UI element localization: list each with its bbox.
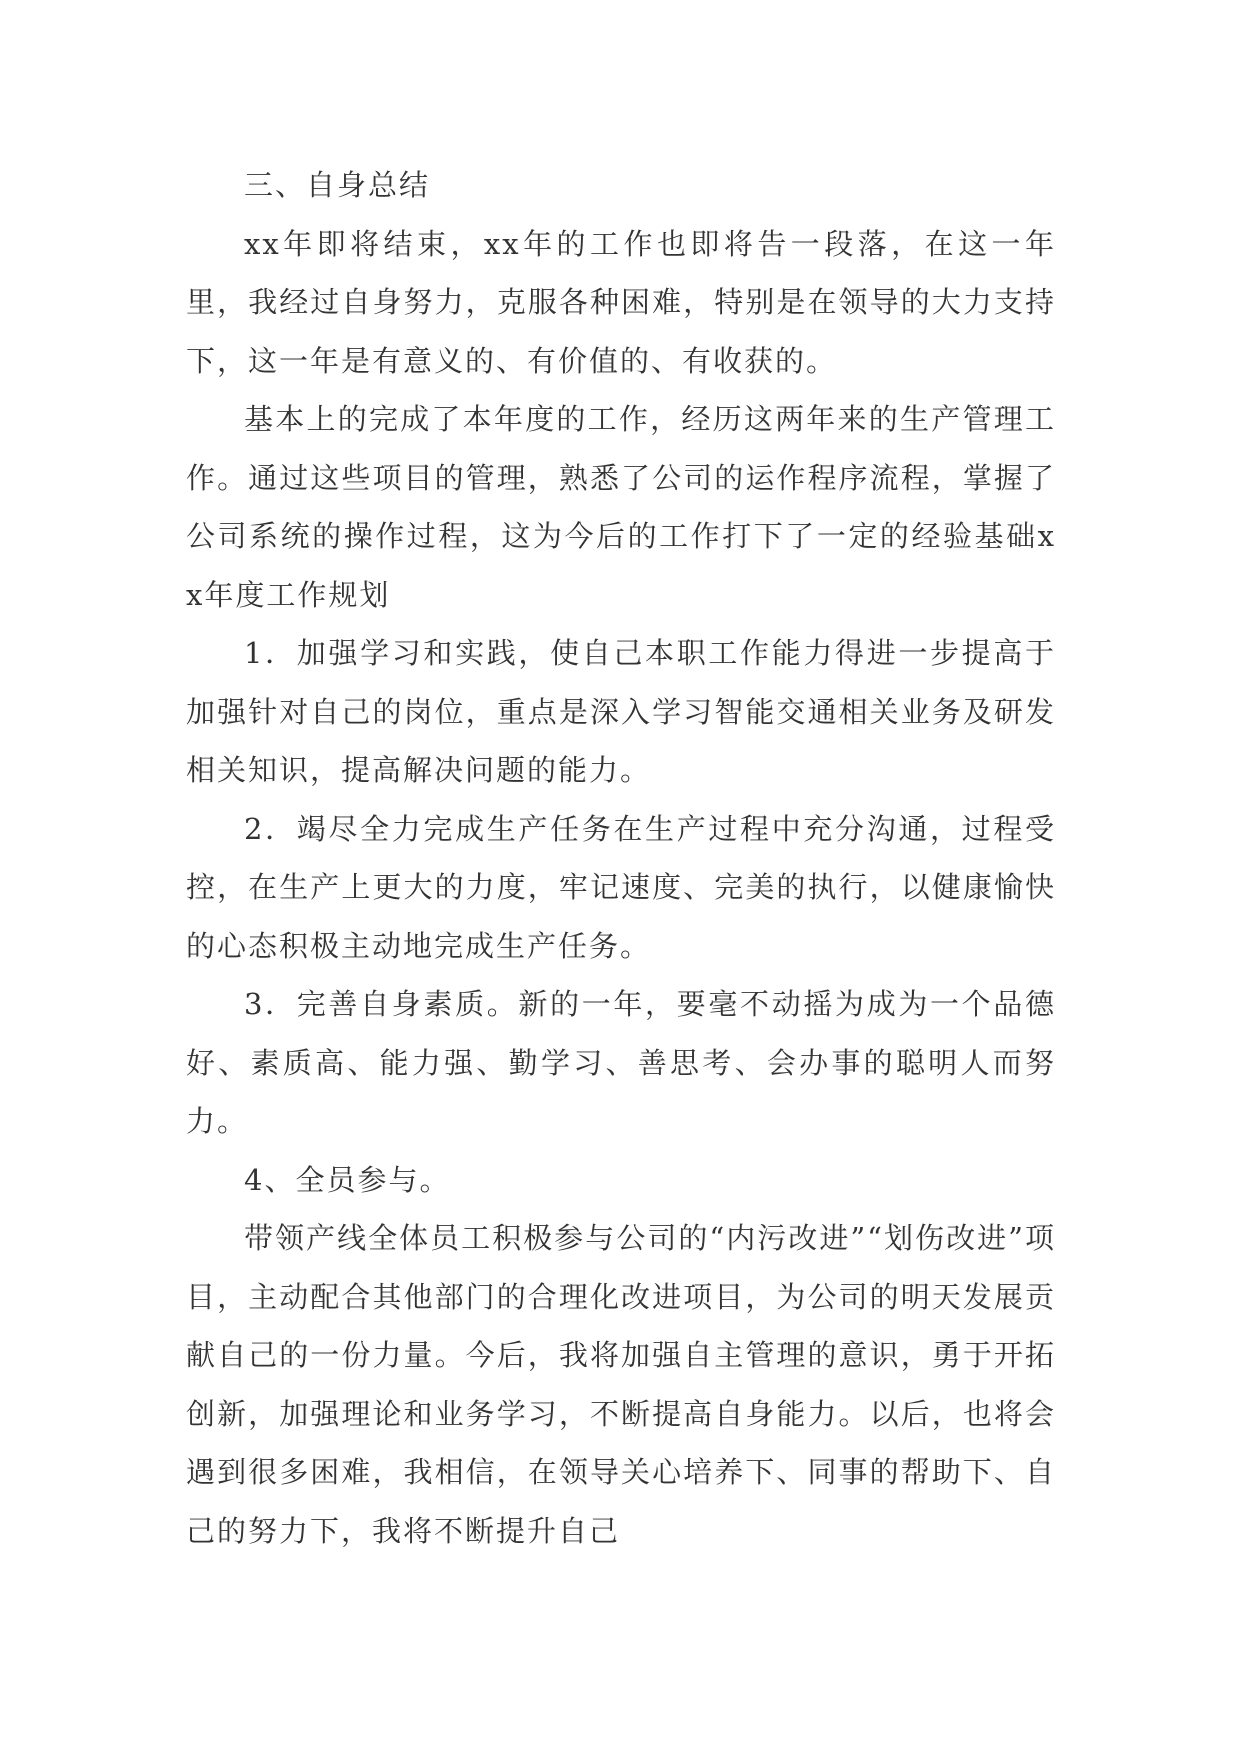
paragraph-closing: 带领产线全体员工积极参与公司的“内污改进”“划伤改进”项目，主动配合其他部门的合理化改进项目，为公司的明天发展贡献自己的一份力量。今后，我将加强自主管理的意识，勇于开拓创新，加强理论和业务学习，不断提高自身能力。以后，也将会遇到很多困难，我相信，在领导关心培养下、同事的帮助下、自己的努力下，我将不断提升自己 [186, 1221, 1056, 1548]
document-body [186, 156, 1056, 1560]
list-item-4: 4、全员参与。 [244, 1162, 451, 1197]
list-item-1: 1．加强学习和实践，使自己本职工作能力得进一步提高于加强针对自己的岗位，重点是深入学习智能交通相关业务及研发相关知识，提高解决问题的能力。 [186, 636, 1056, 787]
paragraph-work-completion: 基本上的完成了本年度的工作，经历这两年来的生产管理工作。通过这些项目的管理，熟悉了公司的运作程序流程，掌握了公司系统的操作过程，这为今后的工作打下了一定的经验基础xx年度工作规划 [186, 402, 1056, 612]
list-item-3: 3．完善自身素质。新的一年，要毫不动摇为成为一个品德好、素质高、能力强、勤学习、善思考、会办事的聪明人而努力。 [186, 987, 1056, 1138]
section-heading: 三、自身总结 [244, 168, 431, 202]
paragraph-year-summary: xx年即将结束，xx年的工作也即将告一段落，在这一年里，我经过自身努力，克服各种困难，特别是在领导的大力支持下，这一年是有意义的、有价值的、有收获的。 [186, 226, 1056, 378]
list-item-2: 2．竭尽全力完成生产任务在生产过程中充分沟通，过程受控，在生产上更大的力度，牢记速度、完美的执行，以健康愉快的心态积极主动地完成生产任务。 [186, 811, 1056, 963]
